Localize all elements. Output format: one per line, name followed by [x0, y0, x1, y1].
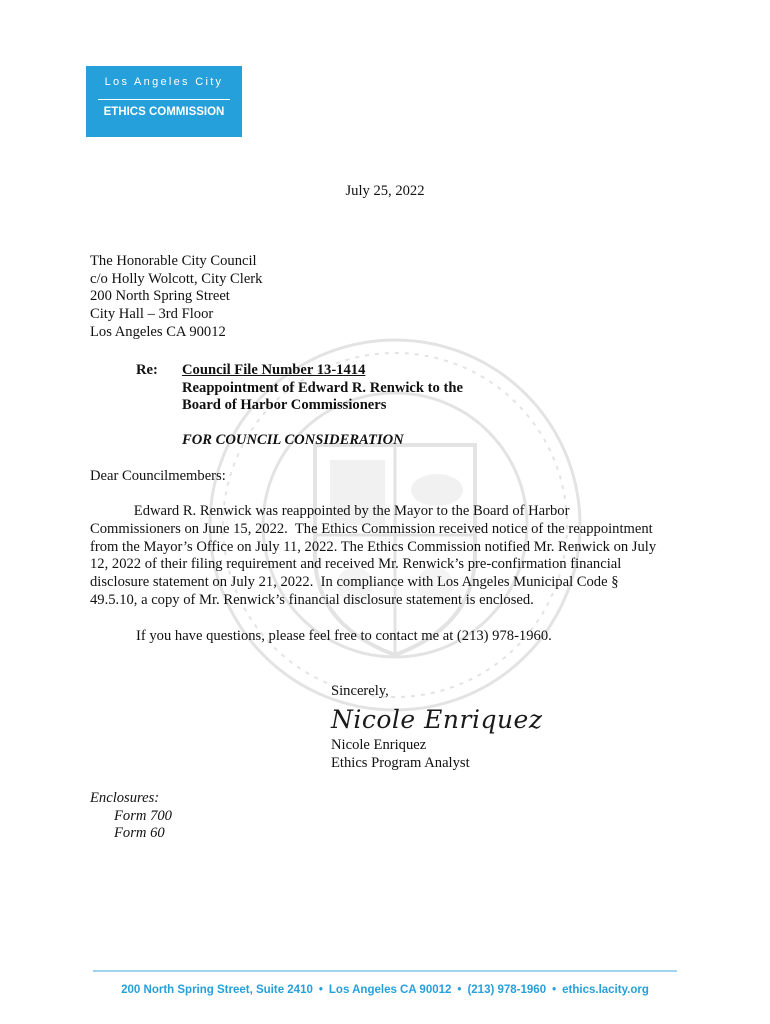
ethics-commission-logo [86, 66, 242, 137]
signer-title: Ethics Program Analyst [331, 754, 470, 771]
recipient-address [90, 253, 262, 342]
body-paragraph [90, 503, 690, 610]
handwritten-signature: Nicole Enriquez [331, 705, 543, 734]
bullet-icon: • [457, 984, 462, 996]
bullet-icon: • [318, 984, 323, 996]
address-line: c/o Holly Wolcott, City Clerk [90, 270, 263, 287]
re-label: Re: [136, 362, 158, 378]
logo-divider [98, 99, 230, 100]
enclosures-label: Enclosures: [90, 790, 160, 806]
consideration-heading: FOR COUNCIL CONSIDERATION [182, 432, 404, 448]
contact-paragraph: If you have questions, please feel free to contact me at (213) 978-1960. [136, 628, 552, 644]
paragraph-line: 12, 2022 of their filing requirement and received Mr. Renwick’s pre-confirmation financial [90, 556, 622, 573]
logo-city-text: Los Angeles City [104, 76, 224, 88]
bullet-icon: • [552, 984, 557, 996]
address-line: City Hall – 3rd Floor [90, 306, 214, 323]
paragraph-line: disclosure statement on July 21, 2022. In compliance with Los Angeles Municipal Code § [90, 574, 619, 591]
address-line: The Honorable City Council [90, 253, 257, 269]
paragraph-line: Edward R. Renwick was reappointed by the Mayor to the Board of Harbor [90, 503, 570, 519]
paragraph-line: from the Mayor’s Office on July 11, 2022. The Ethics Commission notified Mr. Renwick on July [90, 538, 657, 555]
letter-date: July 25, 2022 [345, 183, 425, 199]
subject-line: Board of Harbor Commissioners [182, 397, 387, 414]
closing: Sincerely, [331, 683, 389, 699]
address-line: Los Angeles CA 90012 [90, 323, 226, 340]
footer-contact [0, 984, 770, 996]
address-line: 200 North Spring Street [90, 288, 230, 305]
paragraph-line: 49.5.10, a copy of Mr. Renwick’s financial disclosure statement is enclosed. [90, 591, 534, 608]
enclosures-block [90, 790, 172, 843]
paragraph-line: Commissioners on June 15, 2022. The Ethics Commission received notice of the reappointment [90, 520, 653, 537]
footer-address: 200 North Spring Street, Suite 2410 [121, 984, 313, 996]
council-file-number: Council File Number 13-1414 [182, 362, 366, 378]
enclosure-item: Form 60 [114, 825, 165, 842]
footer-divider [93, 970, 677, 972]
subject-block [182, 362, 463, 415]
signer-block [331, 737, 470, 772]
footer-phone: (213) 978-1960 [467, 984, 547, 996]
enclosure-item: Form 700 [114, 807, 172, 824]
footer-website[interactable]: ethics.lacity.org [562, 984, 649, 996]
signer-name: Nicole Enriquez [331, 737, 427, 753]
logo-commission-text: ETHICS COMMISSION [103, 106, 225, 118]
subject-line: Reappointment of Edward R. Renwick to the [182, 379, 463, 396]
salutation: Dear Councilmembers: [90, 468, 226, 484]
footer-city: Los Angeles CA 90012 [328, 984, 452, 996]
